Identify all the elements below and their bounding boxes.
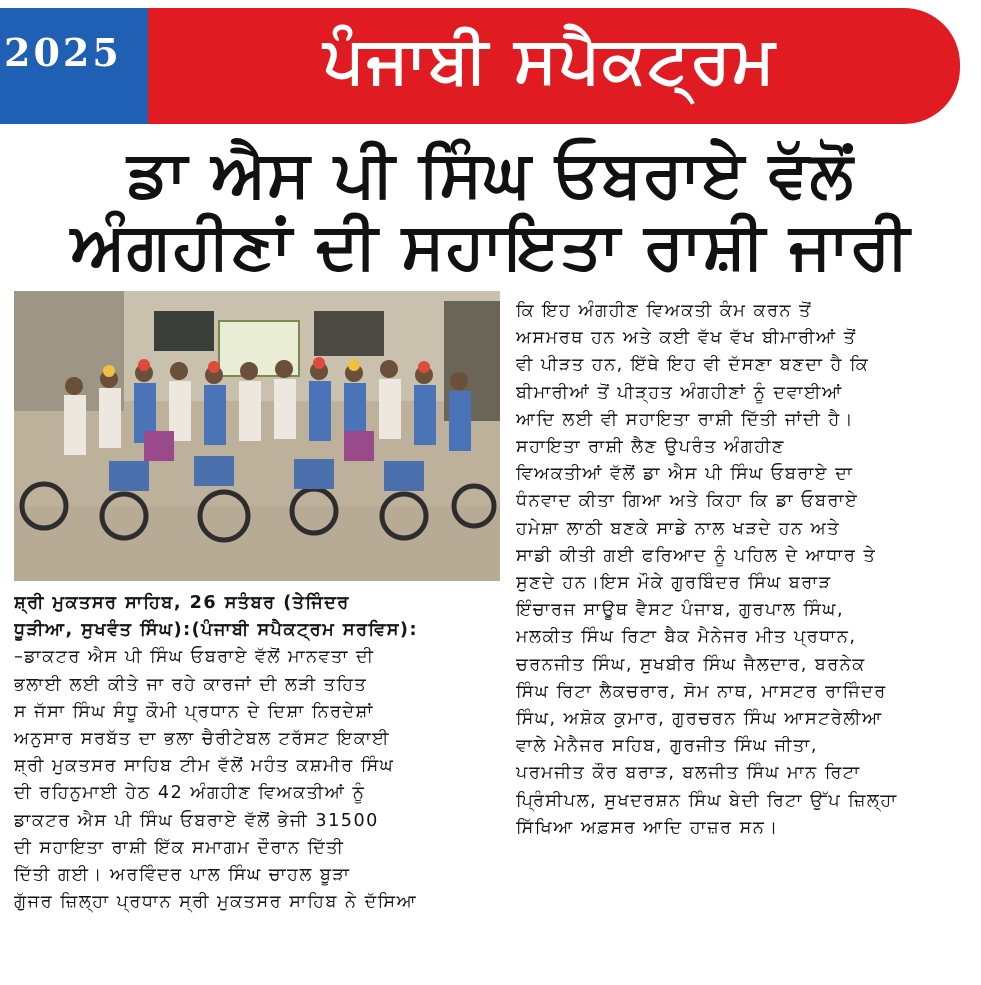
article-line: ਕਿ ਇਹ ਅੰਗਹੀਣ ਵਿਅਕਤੀ ਕੰਮ ਕਰਨ ਤੋਂ bbox=[516, 301, 812, 321]
article-line: ਅਸਮਰਥ ਹਨ ਅਤੇ ਕਈ ਵੱਖ ਵੱਖ ਬੀਮਾਰੀਆਂ ਤੋਂ bbox=[516, 328, 857, 349]
headline-line-1: ਡਾ ਐਸ ਪੀ ਸਿੰਘ ਓਬਰਾਏ ਵੱਲੋਂ bbox=[127, 138, 854, 212]
article-line: ਅਨੁਸਾਰ ਸਰਬੱਤ ਦਾ ਭਲਾ ਚੈਰੀਟੇਬਲ ਟਰੱਸਟ ਇਕਾਈ bbox=[14, 729, 391, 750]
article-line: ਸਿੱਖਿਆ ਅਫ਼ਸਰ ਆਦਿ ਹਾਜ਼ਰ ਸਨ। bbox=[516, 817, 779, 838]
article-line: ਸਾਡੀ ਕੀਤੀ ਗਈ ਫਰਿਆਦ ਨੂੰ ਪਹਿਲ ਦੇ ਆਧਾਰ ਤੇ bbox=[516, 545, 877, 566]
article-line: ਵੀ ਪੀੜਤ ਹਨ, ਇੱਥੇ ਇਹ ਵੀ ਦੱਸਣਾ ਬਣਦਾ ਹੈ ਕਿ bbox=[516, 355, 870, 376]
article-line: ਚਰਨਜੀਤ ਸਿੰਘ, ਸੁਖਬੀਰ ਸਿੰਘ ਜੈਲਦਾਰ, ਬਰਨੇਕ bbox=[516, 654, 866, 675]
article-line: ਸਿੰਘ ਰਿਟਾ ਲੈਕਚਰਾਰ, ਸੋਮ ਨਾਥ, ਮਾਸਟਰ ਰਾਜਿੰਦਰ bbox=[516, 681, 887, 702]
article-line: ਗੁੱਜਰ ਜ਼ਿਲ੍ਹਾ ਪ੍ਰਧਾਨ ਸ੍ਰੀ ਮੁਕਤਸਰ ਸਾਹਿਬ ਨੇ ਦੱਸਿਆ bbox=[14, 892, 418, 913]
masthead bbox=[0, 0, 981, 124]
article-line: ਧੰਨਵਾਦ ਕੀਤਾ ਗਿਆ ਅਤੇ ਕਿਹਾ ਕਿ ਡਾ ਓਬਰਾਏ bbox=[516, 491, 859, 512]
article-line: ਦੀ ਸਹਾਇਤਾ ਰਾਸ਼ੀ ਇੱਕ ਸਮਾਗਮ ਦੌਰਾਨ ਦਿੱਤੀ bbox=[14, 837, 345, 858]
article-line: ਸੁਣਦੇ ਹਨ।ਇਸ ਮੌਕੇ ਗੁਰਬਿੰਦਰ ਸਿੰਘ ਬਰਾੜ bbox=[516, 573, 832, 594]
article-line: ਪਰਮਜੀਤ ਕੌਰ ਬਰਾੜ, ਬਲਜੀਤ ਸਿੰਘ ਮਾਨ ਰਿਟਾ bbox=[516, 763, 861, 784]
news-photo bbox=[14, 291, 500, 581]
newspaper-name: ਪੰਜਾਬੀ ਸਪੈਕਟ੍ਰਮ bbox=[323, 24, 777, 98]
article-line: ਸ਼੍ਰੀ ਮੁਕਤਸਰ ਸਾਹਿਬ ਟੀਮ ਵੱਲੋਂ ਮਹੰਤ ਕਸ਼ਮੀਰ ਸਿੰਘ bbox=[14, 756, 395, 777]
article-line: ਇੰਚਾਰਜ ਸਾਊਥ ਵੈਸਟ ਪੰਜਾਬ, ਗੁਰਪਾਲ ਸਿੰਘ, bbox=[516, 600, 845, 621]
article-line: ਦਿੱਤੀ ਗਈ। ਅਰਵਿੰਦਰ ਪਾਲ ਸਿੰਘ ਚਾਹਲ ਬੂੜਾ bbox=[14, 865, 351, 886]
article-line: ਵਿਅਕਤੀਆਂ ਵੱਲੋਂ ਡਾ ਐਸ ਪੀ ਸਿੰਘ ਓਬਰਾਏ ਦਾ bbox=[516, 464, 854, 485]
article-line: ਵਾਲੇ ਮੇਨੈਜਰ ਸਹਿਬ, ਗੁਰਜੀਤ ਸਿੰਘ ਜੀਤਾ, bbox=[516, 736, 818, 757]
article-line: ਬੀਮਾਰੀਆਂ ਤੋਂ ਪੀੜ੍ਹਤ ਅੰਗਹੀਣਾਂ ਨੂੰ ਦਵਾਈਆਂ bbox=[516, 382, 843, 403]
article-line: ਸ਼੍ਰੀ ਮੁਕਤਸਰ ਸਾਹਿਬ, 26 ਸਤੰਬਰ (ਤੇਜਿੰਦਰ bbox=[14, 593, 350, 613]
edition-year: 2025 bbox=[4, 30, 122, 75]
article-line: ਆਦਿ ਲਈ ਵੀ ਸਹਾਇਤਾ ਰਾਸ਼ੀ ਦਿੱਤੀ ਜਾਂਦੀ ਹੈ। bbox=[516, 409, 855, 430]
headline-line-2: ਅੰਗਹੀਣਾਂ ਦੀ ਸਹਾਇਤਾ ਰਾਸ਼ੀ ਜਾਰੀ bbox=[70, 210, 911, 284]
article-line: ਦੀ ਰਹਿਨੁਮਾਈ ਹੇਠ 42 ਅੰਗਹੀਣ ਵਿਅਕਤੀਆਂ ਨੂੰ bbox=[14, 783, 366, 804]
article-line: –ਡਾਕਟਰ ਐਸ ਪੀ ਸਿੰਘ ਓਬਰਾਏ ਵੱਲੋਂ ਮਾਨਵਤਾ ਦੀ bbox=[14, 647, 375, 668]
article-line: ਸ ਜੱਸਾ ਸਿੰਘ ਸੰਧੂ ਕੌਮੀ ਪ੍ਰਧਾਨ ਦੇ ਦਿਸ਼ਾ ਨਿਰਦੇਸ਼ਾਂ bbox=[14, 701, 374, 722]
article-line: ਪ੍ਰਿੰਸੀਪਲ, ਸੁਖਦਰਸ਼ਨ ਸਿੰਘ ਬੇਦੀ ਰਿਟਾ ਉੱਪ ਜ਼ਿਲ੍ਹਾ bbox=[516, 790, 898, 811]
article-line: ਸਿੰਘ, ਅਸ਼ੋਕ ਕੁਮਾਰ, ਗੁਰਚਰਨ ਸਿੰਘ ਆਸਟਰੇਲੀਆ bbox=[516, 709, 883, 730]
article-line: ਭਲਾਈ ਲਈ ਕੀਤੇ ਜਾ ਰਹੇ ਕਾਰਜਾਂ ਦੀ ਲੜੀ ਤਹਿਤ bbox=[14, 674, 368, 695]
article-line: ਹਮੇਸ਼ਾ ਲਾਠੀ ਬਣਕੇ ਸਾਡੇ ਨਾਲ ਖੜਦੇ ਹਨ ਅਤੇ bbox=[516, 518, 841, 539]
article-line: ਮਲਕੀਤ ਸਿੰਘ ਰਿਟਾ ਬੈਕ ਮੈਨੇਜਰ ਮੀਤ ਪ੍ਰਧਾਨ, bbox=[516, 627, 857, 648]
article-line: ਧੂੜੀਆ, ਸੁਖਵੰਤ ਸਿੰਘ):(ਪੰਜਾਬੀ ਸਪੈਕਟ੍ਰਮ ਸਰਵਿਸ): bbox=[14, 620, 419, 641]
article-column-right bbox=[516, 298, 968, 842]
article-line: ਡਾਕਟਰ ਐਸ ਪੀ ਸਿੰਘ ਓਬਰਾਏ ਵੱਲੋਂ ਭੇਜੀ 31500 bbox=[14, 810, 379, 831]
article-line: ਸਹਾਇਤਾ ਰਾਸ਼ੀ ਲੈਣ ਉਪਰੰਤ ਅੰਗਹੀਣ bbox=[516, 437, 785, 458]
article-column-left bbox=[14, 590, 500, 916]
